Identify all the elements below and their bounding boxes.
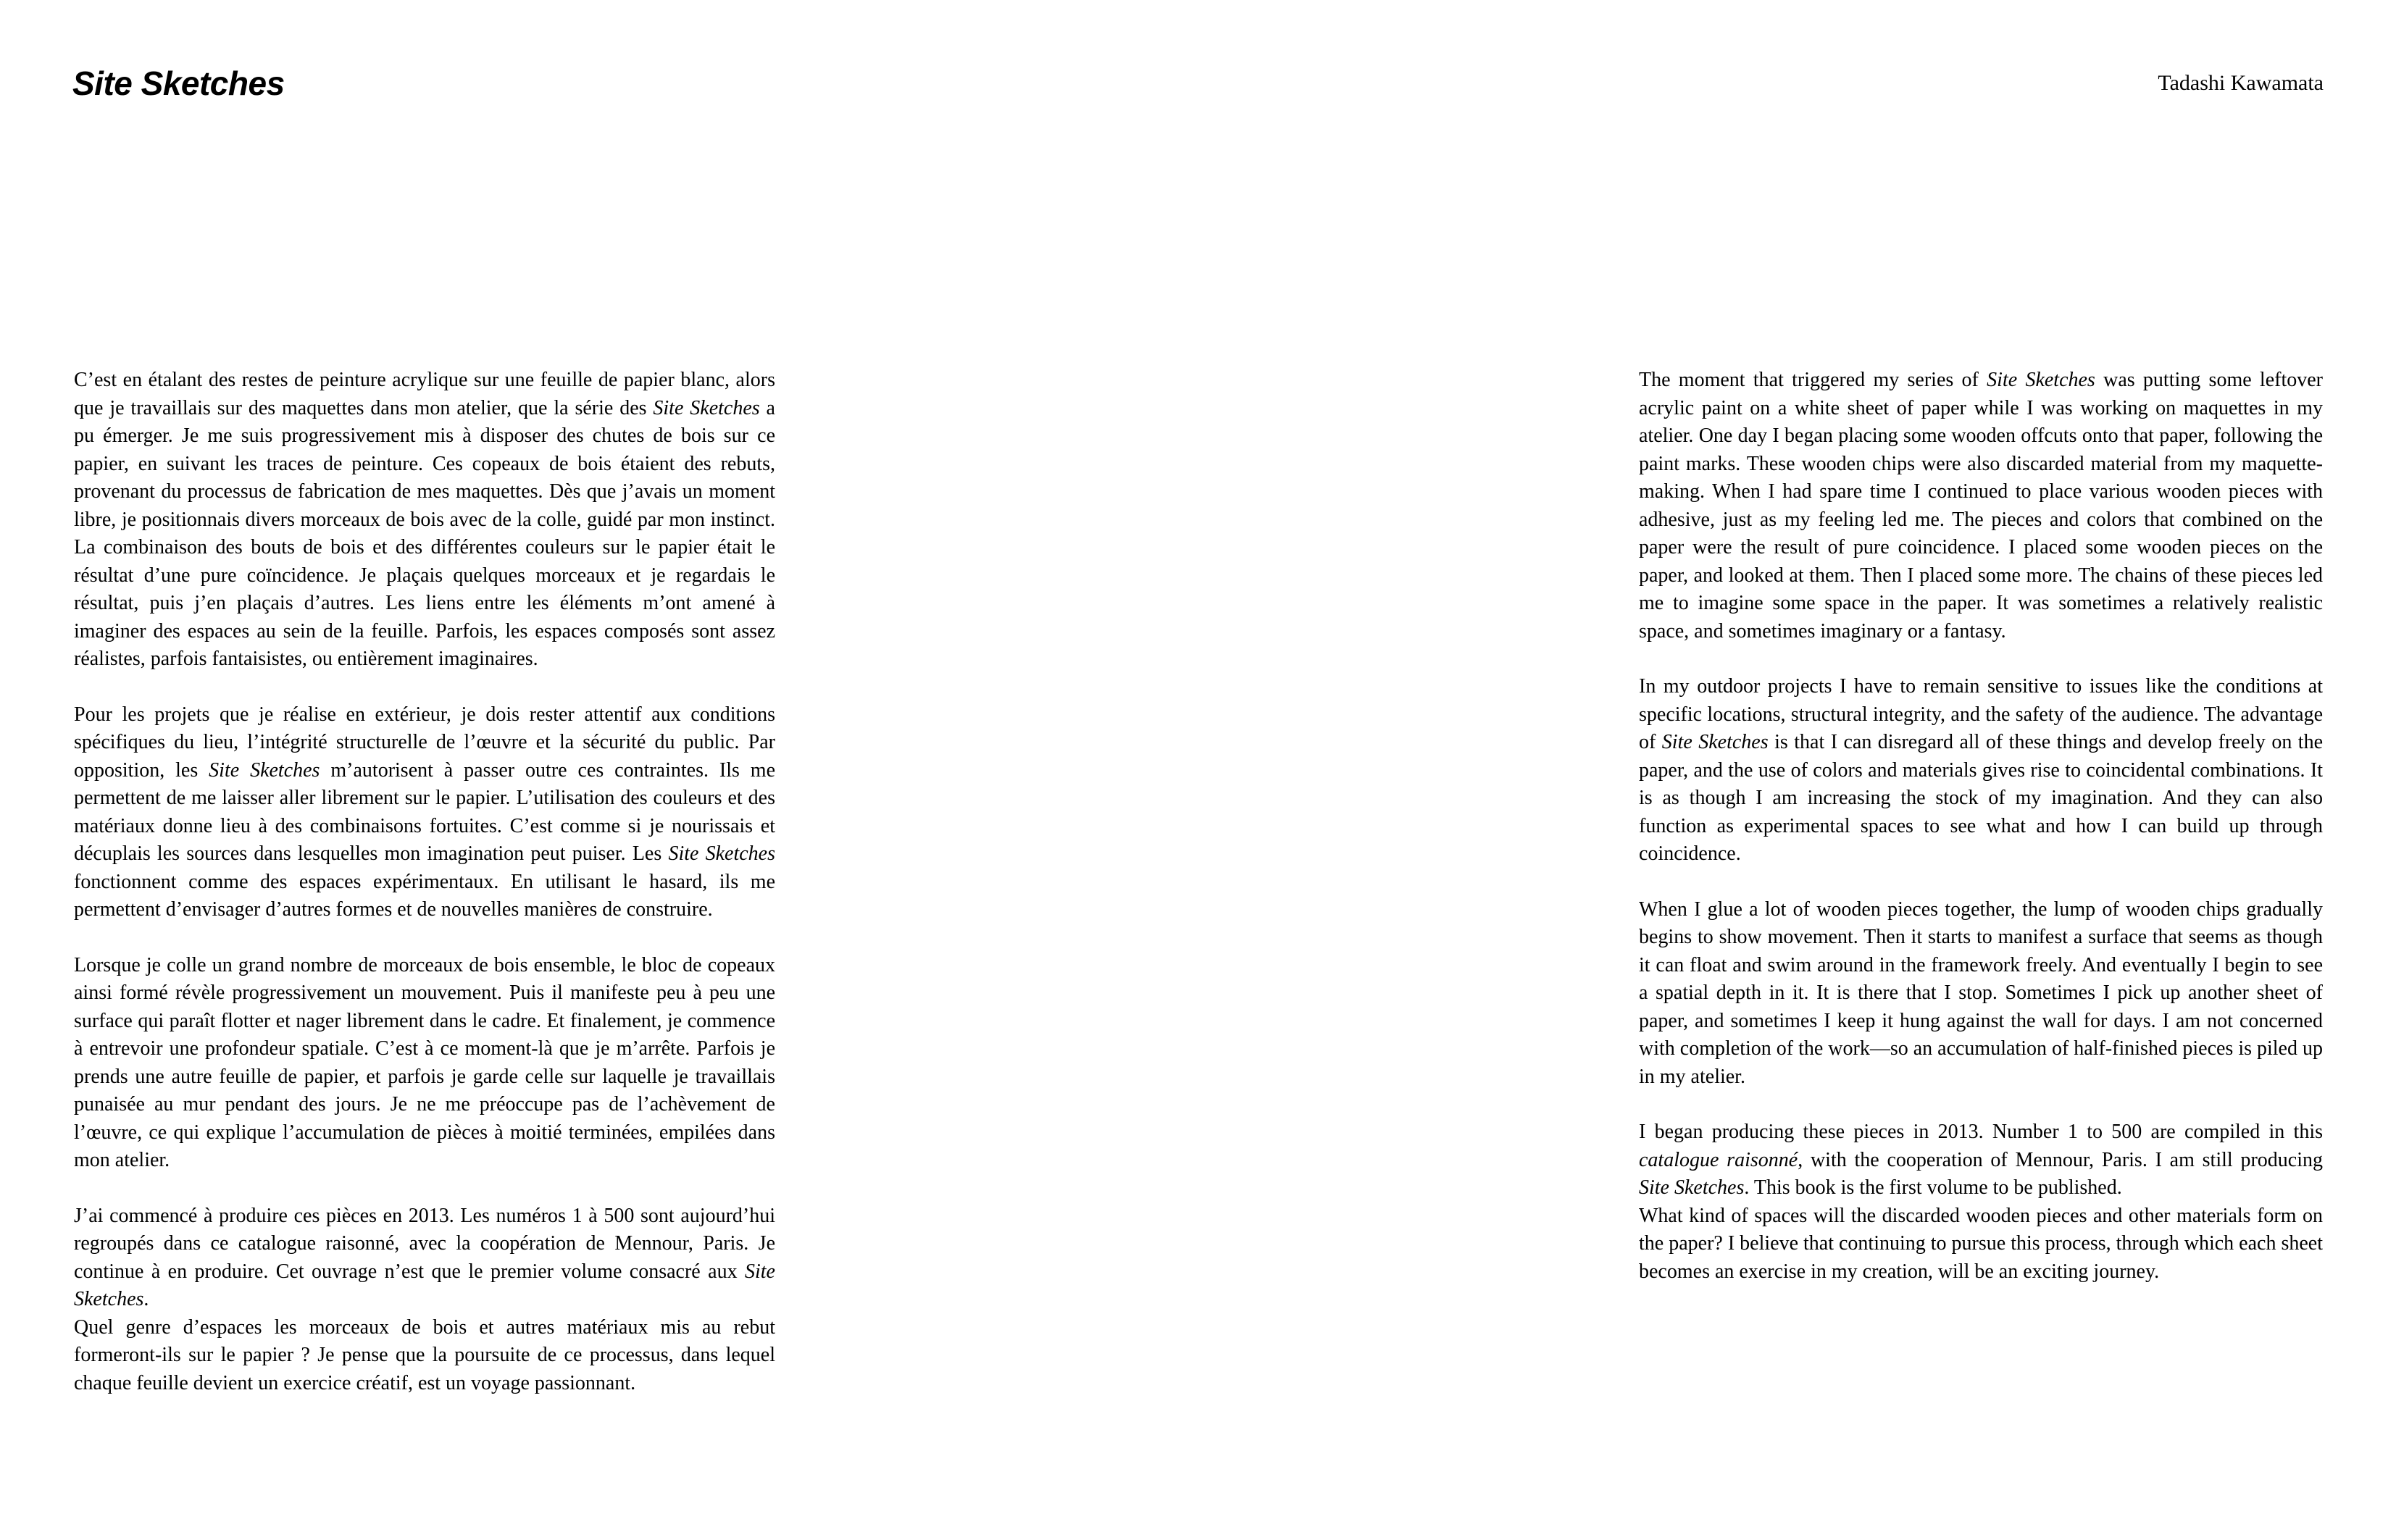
english-paragraph-3: When I glue a lot of wooden pieces together, the lump of wooden chips gradually begins to show movement. Then it starts to manifest a surface that seems as though it can float and swim around in the framework freely. And eventually I begin to see a spatial depth in it. It is there that I stop. Sometimes I pick up another sheet of paper, and sometimes I keep it hung against the wall for days. I am not concerned with completion of the work—so an accumulation of half-finished pieces is piled up in my atelier.	[1639, 897, 2323, 1088]
english-paragraph-4: I began producing these pieces in 2013. Number 1 to 500 are compiled in this catalogue raisonné, with the cooperation of Mennour, Paris. I am still producing Site Sketches. This book is the first volume to be published. What kind of spaces will the discarded wooden pieces and other materials form on the paper? I believe that continuing to pursue this process, through which each sheet becomes an exercise in my creation, will be an exciting journey.	[1639, 1121, 2323, 1283]
english-text-column	[1639, 367, 2323, 1286]
english-paragraph-1: The moment that triggered my series of Site Sketches was putting some leftover acrylic paint on a white sheet of paper while I was working on maquettes in my atelier. One day I began placing some wooden offcuts onto that paper, following the paint marks. These wooden chips were also discarded material from my maquette-making. When I had spare time I continued to place various wooden pieces with adhesive, just as my feeling led me. The pieces and colors that combined on the paper were the result of pure coincidence. I placed some wooden pieces on the paper, and looked at them. Then I placed some more. The chains of these pieces led me to imagine some space in the paper. It was sometimes a relatively realistic space, and sometimes imaginary or a fantasy.	[1639, 369, 2323, 643]
french-paragraph-2: Pour les projets que je réalise en extérieur, je dois rester attentif aux conditions spécifiques du lieu, l’intégrité structurelle de l’œuvre et la sécurité du public. Par opposition, les Site Sketches m’autorisent à passer outre ces contraintes. Ils me permettent de me laisser aller librement sur le papier. L’utilisation des couleurs et des matériaux donne lieu à des combinaisons fortuites. C’est comme si je nourissais et décuplais les sources dans lesquelles mon imagination peut puiser. Les Site Sketches fonctionnent comme des espaces expérimentaux. En utilisant le hasard, ils me permettent d’envisager d’autres formes et de nouvelles manières de construire.	[74, 703, 776, 921]
french-paragraph-1: C’est en étalant des restes de peinture acrylique sur une feuille de papier blanc, alors que je travaillais sur des maquettes dans mon atelier, que la série des Site Sketches a pu émerger. Je me suis progressivement mis à disposer des chutes de bois sur ce papier, en suivant les traces de peinture. Ces copeaux de bois étaient des rebuts, provenant du processus de fabrication de mes maquettes. Dès que j’avais un moment libre, je positionnais divers morceaux de bois avec de la colle, guidé par mon instinct. La combinaison des bouts de bois et des différentes couleurs sur le papier était le résultat d’une pure coïncidence. Je plaçais quelques morceaux et je regardais le résultat, puis j’en plaçais d’autres. Les liens entre les éléments m’ont amené à imaginer des espaces au sein de la feuille. Parfois, les espaces composés sont assez réalistes, parfois fantaisistes, ou entièrement imaginaires.	[74, 369, 775, 670]
page-title: Site Sketches	[72, 64, 285, 102]
french-paragraph-4: J’ai commencé à produire ces pièces en 2013. Les numéros 1 à 500 sont aujourd’hui regroupés dans ce catalogue raisonné, avec la coopération de Mennour, Paris. Je continue à en produire. Cet ouvrage n’est que le premier volume consacré aux Site Sketches. Quel genre d’espaces les morceaux de bois et autres matériaux mis au rebut formeront-ils sur le papier ? Je pense que la poursuite de ce processus, dans lequel chaque feuille devient un exercice créatif, est un voyage passionnant.	[74, 1204, 775, 1394]
french-text-column	[74, 367, 775, 1397]
french-paragraph-3: Lorsque je colle un grand nombre de morceaux de bois ensemble, le bloc de copeaux ainsi formé révèle progressivement un mouvement. Puis il manifeste peu à peu une surface qui paraît flotter et nager librement dans le cadre. Et finalement, je commence à entrevoir une profondeur spatiale. C’est à ce moment-là que je m’arrête. Parfois je prends une autre feuille de papier, et parfois je garde celle sur laquelle je travaillais punaisée au mur pendant des jours. Je ne me préoccupe pas de l’achèvement de l’œuvre, ce qui explique l’accumulation de pièces à moitié terminées, empilées dans mon atelier.	[74, 953, 775, 1171]
english-paragraph-2: In my outdoor projects I have to remain sensitive to issues like the conditions at specific locations, structural integrity, and the safety of the audience. The advantage of Site Sketches is that I can disregard all of these things and develop freely on the paper, and the use of colors and materials gives rise to coincidental combinations. It is as though I am increasing the stock of my imagination. And they can also function as experimental spaces to see what and how I can build up through coincidence.	[1639, 675, 2324, 865]
author-name: Tadashi Kawamata	[2158, 71, 2324, 95]
